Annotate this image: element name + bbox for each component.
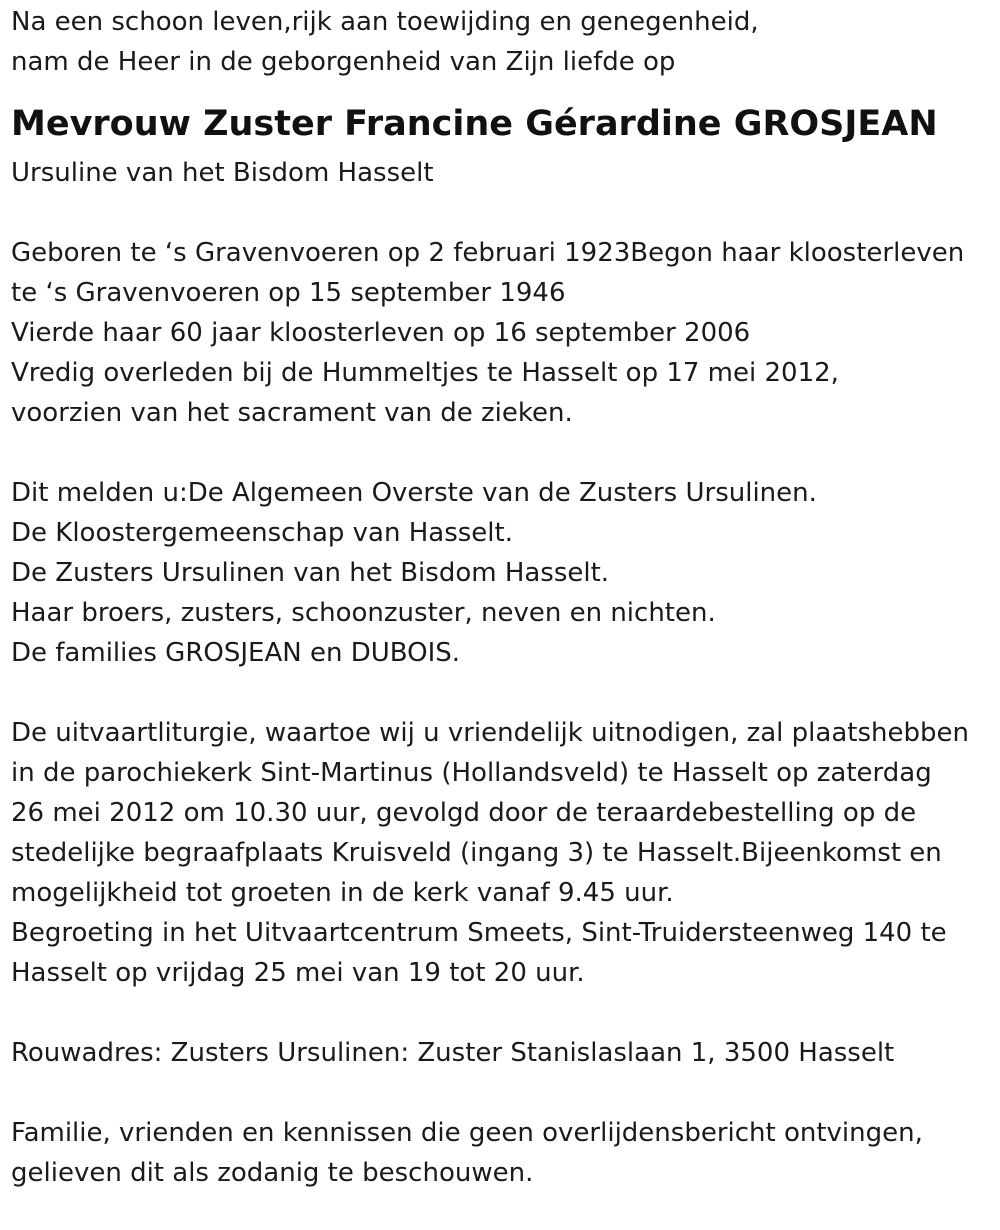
funeral-line: Begroeting in het Uitvaartcentrum Smeets, Sint-Truidersteenweg 140 te [11, 918, 947, 948]
closing-section [11, 1113, 996, 1193]
funeral-line: De uitvaartliturgie, waartoe wij u vriendelijk uitnodigen, zal plaatshebben [11, 718, 969, 748]
spacer [11, 993, 996, 1033]
biography-line: Vierde haar 60 jaar kloosterleven op 16 september 2006 [11, 318, 751, 348]
announcer-line: De Kloostergemeenschap van Hasselt. [11, 518, 513, 548]
biography-line: Vredig overleden bij de Hummeltjes te Hasselt op 17 mei 2012, [11, 358, 839, 388]
biography-line: voorzien van het sacrament van de zieken. [11, 398, 573, 428]
announcers-section [11, 473, 996, 673]
address-section [11, 1033, 996, 1073]
spacer [11, 673, 996, 713]
biography-line: Geboren te ‘s Gravenvoeren op 2 februari 1923Begon haar kloosterleven [11, 238, 965, 268]
mourning-address: Rouwadres: Zusters Ursulinen: Zuster Stanislaslaan 1, 3500 Hasselt [11, 1038, 895, 1068]
funeral-line: Hasselt op vrijdag 25 mei van 19 tot 20 uur. [11, 958, 585, 988]
intro-section [11, 2, 996, 82]
deceased-subtitle: Ursuline van het Bisdom Hasselt [11, 158, 434, 188]
closing-line: Familie, vrienden en kennissen die geen overlijdensbericht ontvingen, [11, 1118, 923, 1148]
spacer [11, 433, 996, 473]
closing-line: gelieven dit als zodanig te beschouwen. [11, 1158, 534, 1188]
announcer-line: Haar broers, zusters, schoonzuster, neven en nichten. [11, 598, 716, 628]
announcer-line: Dit melden u:De Algemeen Overste van de Zusters Ursulinen. [11, 478, 817, 508]
announcer-line: De Zusters Ursulinen van het Bisdom Hasselt. [11, 558, 610, 588]
obituary-notice [11, 2, 996, 1193]
funeral-line: stedelijke begraafplaats Kruisveld (ingang 3) te Hasselt.Bijeenkomst en [11, 838, 942, 868]
spacer [11, 193, 996, 233]
biography-line: te ‘s Gravenvoeren op 15 september 1946 [11, 278, 566, 308]
deceased-name: Mevrouw Zuster Francine Gérardine GROSJEAN [11, 104, 938, 144]
funeral-line: mogelijkheid tot groeten in de kerk vanaf 9.45 uur. [11, 878, 674, 908]
spacer [11, 1073, 996, 1113]
biography-section [11, 233, 996, 433]
intro-line: nam de Heer in de geborgenheid van Zijn liefde op [11, 47, 676, 77]
funeral-line: 26 mei 2012 om 10.30 uur, gevolgd door de teraardebestelling op de [11, 798, 917, 828]
announcer-line: De families GROSJEAN en DUBOIS. [11, 638, 461, 668]
intro-line: Na een schoon leven,rijk aan toewijding en genegenheid, [11, 7, 759, 37]
funeral-section [11, 713, 996, 993]
funeral-line: in de parochiekerk Sint-Martinus (Hollandsveld) te Hasselt op zaterdag [11, 758, 932, 788]
